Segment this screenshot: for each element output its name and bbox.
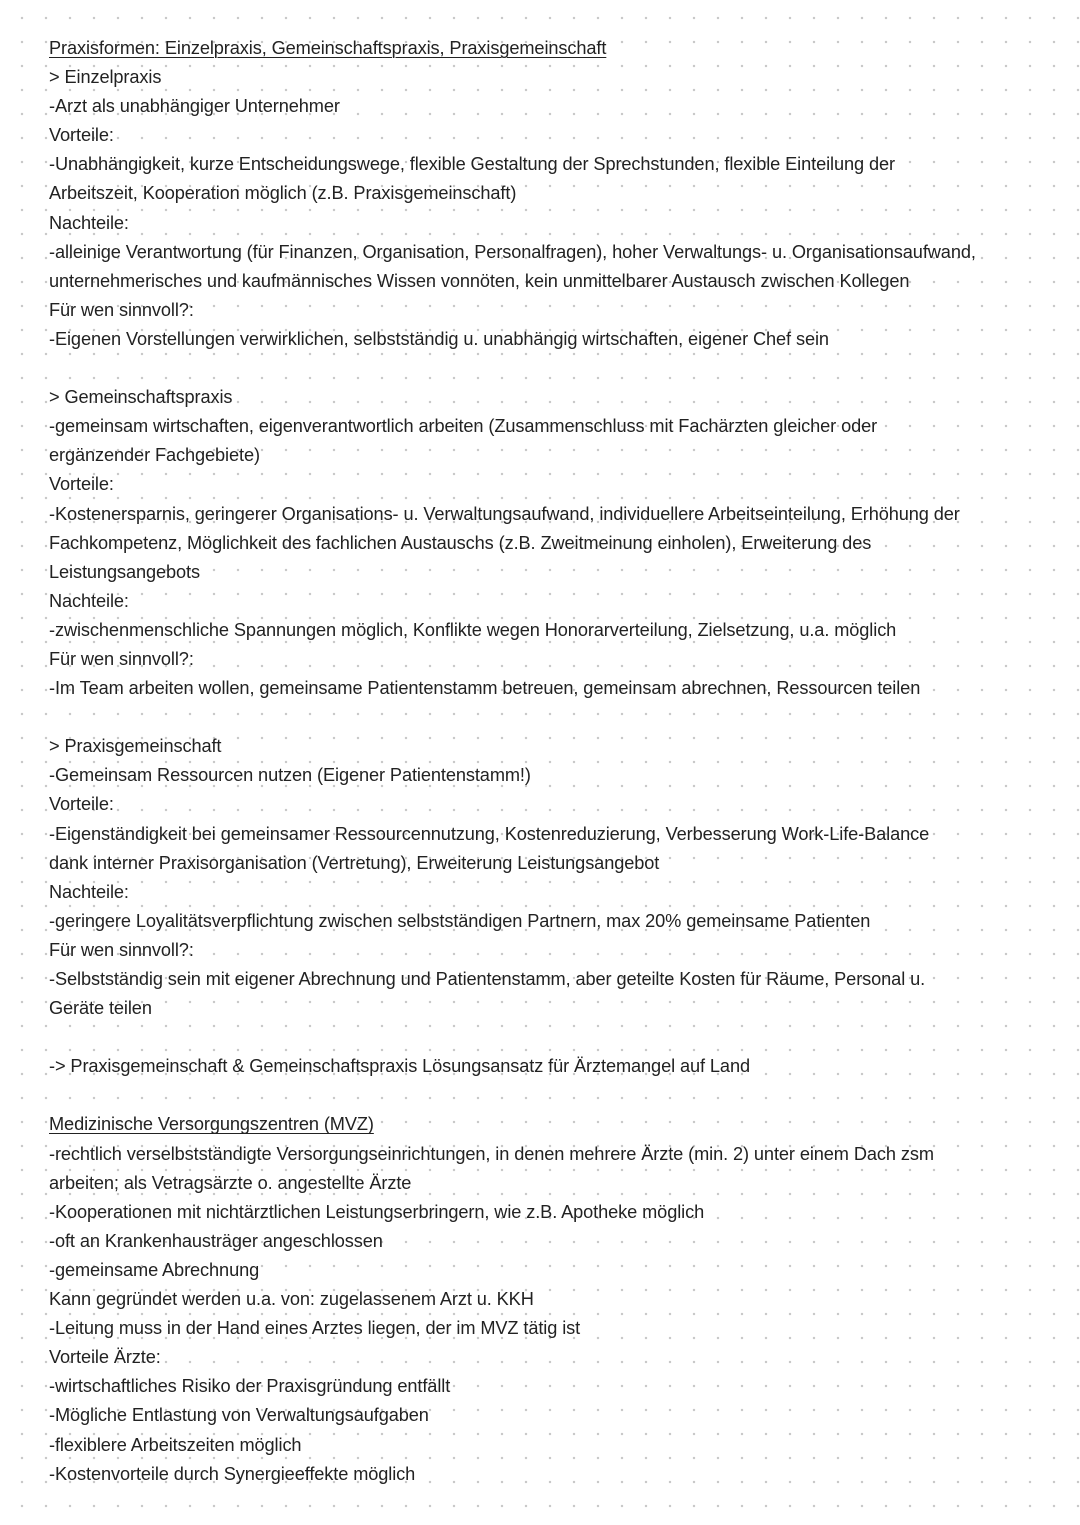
text-line: Leistungsangebots: [49, 561, 200, 582]
text-line: -Unabhängigkeit, kurze Entscheidungswege, flexible Gestaltung der Sprechstunden, flexible Einteilung der: [49, 154, 895, 175]
text-line: Geräte teilen: [49, 998, 152, 1019]
text-line: dank interner Praxisorganisation (Vertretung), Erweiterung Leistungsangebot: [49, 852, 660, 873]
text-line: -geringere Loyalitätsverpflichtung zwischen selbstständigen Partnern, max 20% gemeinsame Patienten: [49, 910, 871, 931]
text-line: > Praxisgemeinschaft: [49, 736, 222, 757]
text-line: Kann gegründet werden u.a. von: zugelassenem Arzt u. KKH: [49, 1289, 534, 1310]
text-line: -wirtschaftliches Risiko der Praxisgründung entfällt: [49, 1376, 451, 1397]
text-line: -gemeinsame Abrechnung: [49, 1259, 260, 1280]
text-line: Für wen sinnvoll?:: [49, 299, 194, 320]
text-line: -Kostenvorteile durch Synergieeffekte möglich: [49, 1463, 416, 1484]
text-line: -Im Team arbeiten wollen, gemeinsame Patientenstamm betreuen, gemeinsam abrechnen, Ressourcen teilen: [49, 678, 921, 699]
note-page: [49, 34, 1049, 1489]
text-line: -oft an Krankenhausträger angeschlossen: [49, 1230, 383, 1251]
blank-line: [49, 703, 1049, 732]
text-line: arbeiten; als Vetragsärzte o. angestellte Ärzte: [49, 1172, 412, 1193]
text-line: -zwischenmenschliche Spannungen möglich, Konflikte wegen Honorarverteilung, Zielsetzung, u.a. möglich: [49, 619, 897, 640]
text-line: Vorteile:: [49, 125, 114, 146]
text-line: -Arzt als unabhängiger Unternehmer: [49, 96, 340, 117]
text-line: > Einzelpraxis: [49, 67, 162, 88]
blank-line: [49, 1023, 1049, 1052]
text-line: Nachteile:: [49, 590, 129, 611]
text-line: -Kooperationen mit nichtärztlichen Leistungserbringern, wie z.B. Apotheke möglich: [49, 1201, 705, 1222]
text-line: ergänzender Fachgebiete): [49, 445, 260, 466]
text-line: Für wen sinnvoll?:: [49, 939, 194, 960]
section-heading: Medizinische Versorgungszentren (MVZ): [49, 1114, 374, 1135]
text-line: Arbeitszeit, Kooperation möglich (z.B. Praxisgemeinschaft): [49, 183, 517, 204]
text-line: -Eigenständigkeit bei gemeinsamer Ressourcennutzung, Kostenreduzierung, Verbesserung Work-Life-Balance: [49, 823, 930, 844]
text-line: Für wen sinnvoll?:: [49, 648, 194, 669]
text-line: unternehmerisches und kaufmännisches Wissen vonnöten, kein unmittelbarer Austausch zwischen Kollegen: [49, 270, 910, 291]
text-line: Nachteile:: [49, 881, 129, 902]
text-line: Fachkompetenz, Möglichkeit des fachlichen Austauschs (z.B. Zweitmeinung einholen), Erweiterung des: [49, 532, 872, 553]
text-line: Vorteile Ärzte:: [49, 1347, 161, 1368]
text-line: -Mögliche Entlastung von Verwaltungsaufgaben: [49, 1405, 429, 1426]
text-line: -Eigenen Vorstellungen verwirklichen, selbstständig u. unabhängig wirtschaften, eigener Chef sein: [49, 328, 829, 349]
text-line: -Kostenersparnis, geringerer Organisations- u. Verwaltungsaufwand, individuellere Arbeitseinteilung, Erhöhung der: [49, 503, 960, 524]
text-line: Vorteile:: [49, 474, 114, 495]
section-heading: Praxisformen: Einzelpraxis, Gemeinschaftspraxis, Praxisgemeinschaft: [49, 38, 607, 58]
blank-line: [49, 354, 1049, 383]
blank-line: [49, 1081, 1049, 1110]
text-line: -gemeinsam wirtschaften, eigenverantwortlich arbeiten (Zusammenschluss mit Fachärzten gleicher oder: [49, 416, 878, 437]
text-line: Nachteile:: [49, 212, 129, 233]
text-line: -flexiblere Arbeitszeiten möglich: [49, 1434, 302, 1455]
text-line: -Leitung muss in der Hand eines Arztes liegen, der im MVZ tätig ist: [49, 1318, 581, 1339]
text-line: -> Praxisgemeinschaft & Gemeinschaftspraxis Lösungsansatz für Ärztemangel auf Land: [49, 1056, 750, 1077]
text-line: Vorteile:: [49, 794, 114, 815]
text-line: -Gemeinsam Ressourcen nutzen (Eigener Patientenstamm!): [49, 765, 531, 786]
text-line: > Gemeinschaftspraxis: [49, 387, 233, 408]
text-line: -rechtlich verselbstständigte Versorgungseinrichtungen, in denen mehrere Ärzte (min. 2) unter einem Dach zsm: [49, 1143, 934, 1164]
text-line: -alleinige Verantwortung (für Finanzen, Organisation, Personalfragen), hoher Verwaltungs- u. Organisationsaufwand,: [49, 241, 976, 262]
text-line: -Selbstständig sein mit eigener Abrechnung und Patientenstamm, aber geteilte Kosten für Räume, Personal u.: [49, 969, 926, 989]
